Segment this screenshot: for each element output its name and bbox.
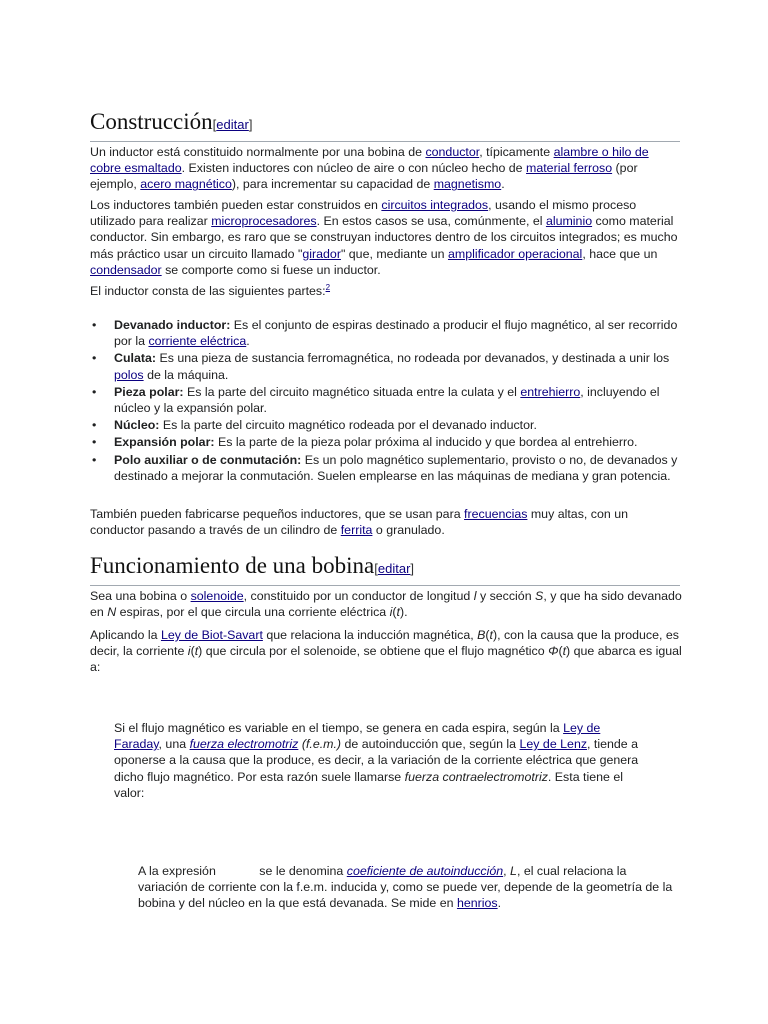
link-fuerza-electromotriz[interactable]: fuerza electromotriz <box>189 737 299 752</box>
heading-funcionamiento <box>90 552 680 586</box>
list-item: • Devanado inductor: Es el conjunto de espiras destinado a producir el flujo magnético, al ser recorrido por la corriente eléctrica. <box>90 317 682 349</box>
edit-link[interactable]: editar <box>377 561 411 576</box>
link-ley-faraday[interactable]: Ley de Faraday <box>114 721 601 752</box>
link-aluminio[interactable]: aluminio <box>545 214 593 229</box>
link-amplificador-operacional[interactable]: amplificador operacional <box>448 246 583 261</box>
heading-title: Funcionamiento de una bobina <box>90 553 375 578</box>
list-item: • Pieza polar: Es la parte del circuito magnético situada entre la culata y el entrehierro, incluyendo el núcleo y la expansión polar. <box>90 384 682 416</box>
list-item: • Expansión polar: Es la parte de la pieza polar próxima al inducido y que bordea al entrehierro. <box>90 434 682 450</box>
link-corriente-electrica[interactable]: corriente eléctrica <box>148 334 247 349</box>
list-item: • Núcleo: Es la parte del circuito magnético rodeada por el devanado inductor. <box>90 417 682 433</box>
edit-section: [editar] <box>374 561 415 576</box>
link-acero-magnetico[interactable]: acero magnético <box>140 177 232 192</box>
paragraph-biot-savart: Aplicando la Ley de Biot-Savart que relaciona la inducción magnética, B(t), con la causa que la produce, es decir, la corriente i(t) que circula por el solenoide, se obtiene que el flujo magnético Φ(t) que abarca es igual a: <box>90 628 682 675</box>
paragraph-integrados: Los inductores también pueden estar construidos en circuitos integrados, usando el mismo proceso utilizado para realizar microprocesadores. En estos casos se usa, comúnmente, el aluminio como material conductor. Sin embargo, es raro que se construyan inductores dentro de los circuitos integrados; es mucho más práctico usar un circuito llamado "girador" que, mediante un amplificador operacional, hace que un condensador se comporte como si fuese un inductor. <box>90 198 678 277</box>
heading-construccion <box>90 108 680 142</box>
link-solenoide[interactable]: solenoide <box>190 589 244 603</box>
list-item: • Culata: Es una pieza de sustancia ferromagnética, no rodeada por devanados, y destinada a unir los polos de la máquina. <box>90 350 682 382</box>
link-girador[interactable]: girador <box>302 246 341 261</box>
link-ferrita[interactable]: ferrita <box>340 523 373 538</box>
edit-section: [editar] <box>212 117 253 132</box>
paragraph-frecuencias: También pueden fabricarse pequeños inductores, que se usan para frecuencias muy altas, con un conductor pasando a través de un cilindro de ferrita o granulado. <box>90 507 628 538</box>
link-material-ferroso[interactable]: material ferroso <box>526 161 613 176</box>
edit-link[interactable]: editar <box>216 117 249 132</box>
paragraph-partes: El inductor consta de las siguientes partes:$^2$ <box>90 282 331 298</box>
link-conductor[interactable]: conductor <box>425 145 480 159</box>
link-entrehierro[interactable]: entrehierro <box>520 384 581 399</box>
paragraph-intro: Un inductor está constituido normalmente por una bobina de conductor, típicamente alambre o hilo de cobre esmaltado. Existen inductores con núcleo de aire o con núcleo hecho de material ferroso (por ejemplo, acero magnético), para incrementar su capacidad de magnetismo. <box>90 145 649 192</box>
link-magnetismo[interactable]: magnetismo <box>433 177 502 192</box>
link-alambre[interactable]: alambre o hilo de cobre esmaltado <box>90 145 649 176</box>
parts-list <box>90 317 682 485</box>
heading-title: Construcción <box>90 109 213 134</box>
link-microprocesadores[interactable]: microprocesadores <box>211 214 317 229</box>
link-coeficiente-autoinduccion[interactable]: coeficiente de autoinducción <box>346 864 504 878</box>
link-biot-savart[interactable]: Ley de Biot-Savart <box>160 628 263 642</box>
link-condensador[interactable]: condensador <box>90 262 162 277</box>
paragraph-autoinduccion: A la expresión se le denomina coeficiente de autoinducción, L, el cual relaciona la variación de corriente con la f.e.m. inducida y, como se puede ver, depende de la geometría de la bobina y del núcleo en la que está devanada. Se mide en henrios. <box>138 864 673 911</box>
link-frecuencias[interactable]: frecuencias <box>464 507 528 521</box>
link-circuitos-integrados[interactable]: circuitos integrados <box>381 198 489 212</box>
link-henrios[interactable]: henrios <box>456 896 498 911</box>
link-ley-lenz[interactable]: Ley de Lenz <box>519 737 588 752</box>
paragraph-bobina: Sea una bobina o solenoide, constituido por un conductor de longitud l y sección S, y que ha sido devanado en N espiras, por el que circula una corriente eléctrica i(t). <box>90 589 682 620</box>
list-item: • Polo auxiliar o de conmutación: Es un polo magnético suplementario, provisto o no, de devanados y destinado a mejorar la conmutación. Suelen emplearse en las máquinas de mediana y gran potencia. <box>90 452 682 484</box>
reference-link[interactable]: 2 <box>325 282 331 292</box>
paragraph-faraday: Si el flujo magnético es variable en el tiempo, se genera en cada espira, según la Ley de Faraday, una fuerza electromotriz (f.e.m.) de autoinducción que, según la Ley de Lenz, tiende a oponerse a la causa que la produce, es decir, a la variación de la corriente eléctrica que genera dicho flujo magnético. Por esta razón suele llamarse fuerza contraelectromotriz. Esta tiene el valor: <box>114 721 639 800</box>
link-polos[interactable]: polos <box>114 367 144 382</box>
